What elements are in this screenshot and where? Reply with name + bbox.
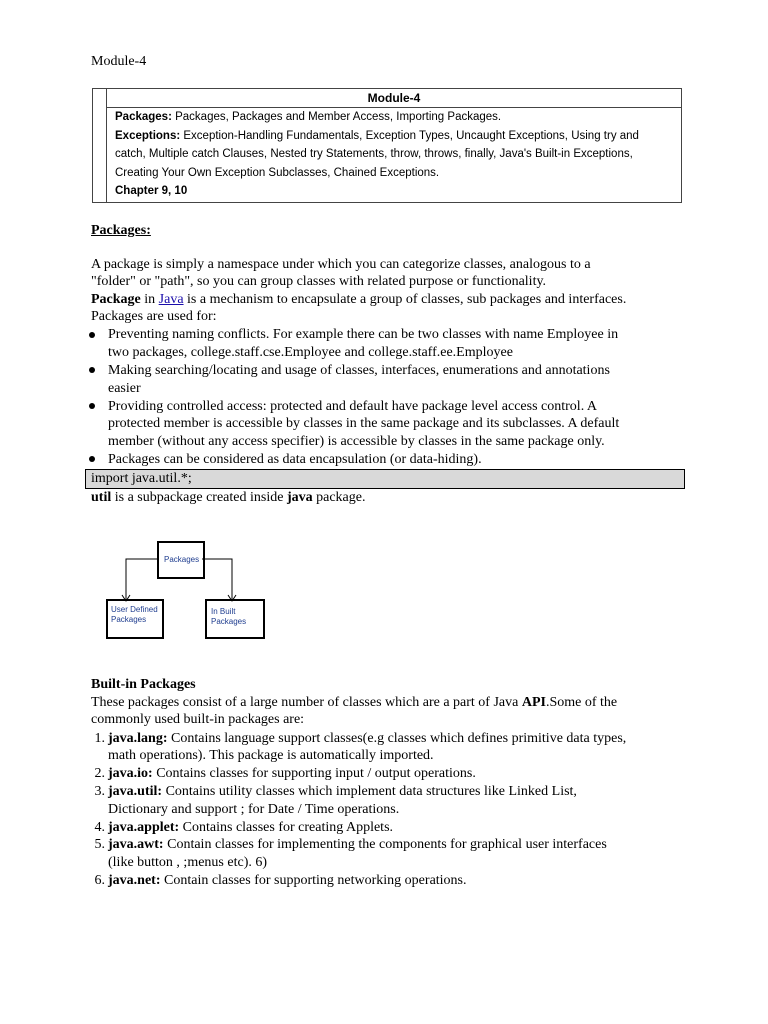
util-mid: is a subpackage created inside	[111, 490, 287, 505]
syllabus-chapter: Chapter 9, 10	[115, 185, 188, 197]
bullet-1-line-2: two packages, college.staff.cse.Employee and college.staff.ee.Employee	[108, 345, 513, 360]
intro-line-2: "folder" or "path", so you can group classes with related purpose or functionality.	[91, 274, 547, 289]
package-def-bold: Package	[91, 292, 141, 307]
util-bold: util	[91, 490, 112, 505]
packages-node-label: Packages	[164, 555, 200, 564]
bullet-dot	[89, 403, 95, 409]
list-item-text: Contains language support classes(e.g classes which defines primitive data types,	[167, 731, 627, 746]
util-note	[91, 489, 365, 507]
bullet-3-line-3: member (without any access specifier) is accessible by classes in the same package only.	[108, 434, 605, 449]
list-item-name: java.util:	[108, 784, 163, 799]
builtin-intro-start: These packages consist of a large number of classes which are a part of Java	[91, 695, 522, 710]
list-item-name: java.awt:	[108, 837, 164, 852]
bullet-dot	[89, 332, 95, 338]
list-number: 2.	[94, 766, 105, 781]
syllabus-header: Module-4	[107, 89, 681, 108]
list-item-continuation: Dictionary and support ; for Date / Time operations.	[108, 802, 400, 817]
list-number: 5.	[94, 837, 105, 852]
list-item-name: java.io:	[108, 766, 153, 781]
syllabus-packages-label: Packages:	[115, 111, 172, 123]
bullet-2-line-1: Making searching/locating and usage of classes, interfaces, enumerations and annotations	[108, 363, 610, 378]
user-defined-line-1: User Defined	[111, 605, 158, 614]
list-number: 3.	[94, 784, 105, 799]
list-number: 6.	[94, 873, 105, 888]
list-number: 4.	[94, 820, 105, 835]
builtin-heading: Built-in Packages	[91, 677, 196, 692]
list-item-text: Contains utility classes which implement data structures like Linked List,	[162, 784, 577, 799]
java-bold: java	[286, 490, 313, 505]
bullet-1-line-1: Preventing naming conflicts. For example there can be two classes with name Employee in	[108, 327, 619, 342]
util-end: package.	[312, 490, 366, 505]
builtin-intro-line-1	[91, 694, 617, 712]
package-def-rest: is a mechanism to encapsulate a group of classes, sub packages and interfaces.	[183, 292, 627, 307]
bullet-4-line-1: Packages can be considered as data encapsulation (or data-hiding).	[108, 452, 482, 467]
list-item-name: java.net:	[108, 873, 161, 888]
code-line: import java.util.*;	[91, 471, 192, 486]
syllabus-exceptions-label: Exceptions:	[115, 129, 181, 142]
syllabus-table	[92, 88, 682, 203]
used-for-line: Packages are used for:	[91, 309, 217, 324]
list-item-java-io	[108, 765, 476, 783]
syllabus-exceptions-line1: Exception-Handling Fundamentals, Exception Types, Uncaught Exceptions, Using try and	[180, 129, 639, 142]
package-definition	[91, 291, 626, 309]
api-bold: API	[521, 695, 546, 710]
package-diagram	[104, 536, 272, 646]
bullet-dot	[89, 456, 95, 462]
in-built-line-1: In Built	[211, 607, 236, 616]
bullet-3-line-2: protected member is accessible by classes in the same package and its subclasses. A default	[108, 416, 620, 431]
package-def-in: in	[140, 292, 159, 307]
builtin-intro-end: .Some of the	[545, 695, 618, 710]
list-item-text: Contain classes for implementing the components for graphical user interfaces	[163, 837, 607, 852]
user-defined-line-2: Packages	[111, 615, 147, 624]
list-item-continuation: math operations). This package is automatically imported.	[108, 748, 434, 763]
syllabus-exceptions-line2: catch, Multiple catch Clauses, Nested try Statements, throw, throws, finally, Java's Built-in Exceptions,	[115, 148, 633, 160]
syllabus-exceptions-line3: Creating Your Own Exception Subclasses, Chained Exceptions.	[115, 166, 440, 179]
list-item-text: Contain classes for supporting networking operations.	[160, 873, 467, 888]
list-number: 1.	[94, 731, 105, 746]
list-item-java-applet	[108, 819, 393, 837]
intro-line-1: A package is simply a namespace under which you can categorize classes, analogous to a	[91, 257, 591, 272]
module-heading: Module-4	[91, 54, 147, 69]
syllabus-packages-text: Packages, Packages and Member Access, Importing Packages.	[171, 111, 502, 123]
java-link[interactable]: Java	[158, 292, 184, 307]
list-item-java-awt	[108, 836, 607, 854]
bullet-2-line-2: easier	[108, 381, 141, 396]
list-item-name: java.applet:	[108, 820, 180, 835]
bullet-dot	[89, 367, 95, 373]
bullet-3-line-1: Providing controlled access: protected and default have package level access control. A	[108, 399, 598, 414]
list-item-java-net	[108, 872, 467, 890]
user-defined-node	[106, 599, 164, 639]
packages-heading: Packages:	[91, 223, 151, 238]
code-block	[85, 469, 685, 489]
list-item-name: java.lang:	[108, 731, 168, 746]
in-built-node	[205, 599, 265, 639]
list-item-continuation: (like button , ;menus etc). 6)	[108, 855, 268, 870]
in-built-line-2: Packages	[211, 617, 247, 626]
builtin-intro-line-2: commonly used built-in packages are:	[91, 712, 305, 727]
table-left-column	[93, 89, 107, 202]
list-item-java-lang	[108, 730, 626, 748]
list-item-text: Contains classes for supporting input / output operations.	[152, 766, 476, 781]
syllabus-body	[115, 108, 673, 201]
list-item-text: Contains classes for creating Applets.	[179, 820, 394, 835]
packages-node	[157, 541, 205, 579]
list-item-java-util	[108, 783, 577, 801]
